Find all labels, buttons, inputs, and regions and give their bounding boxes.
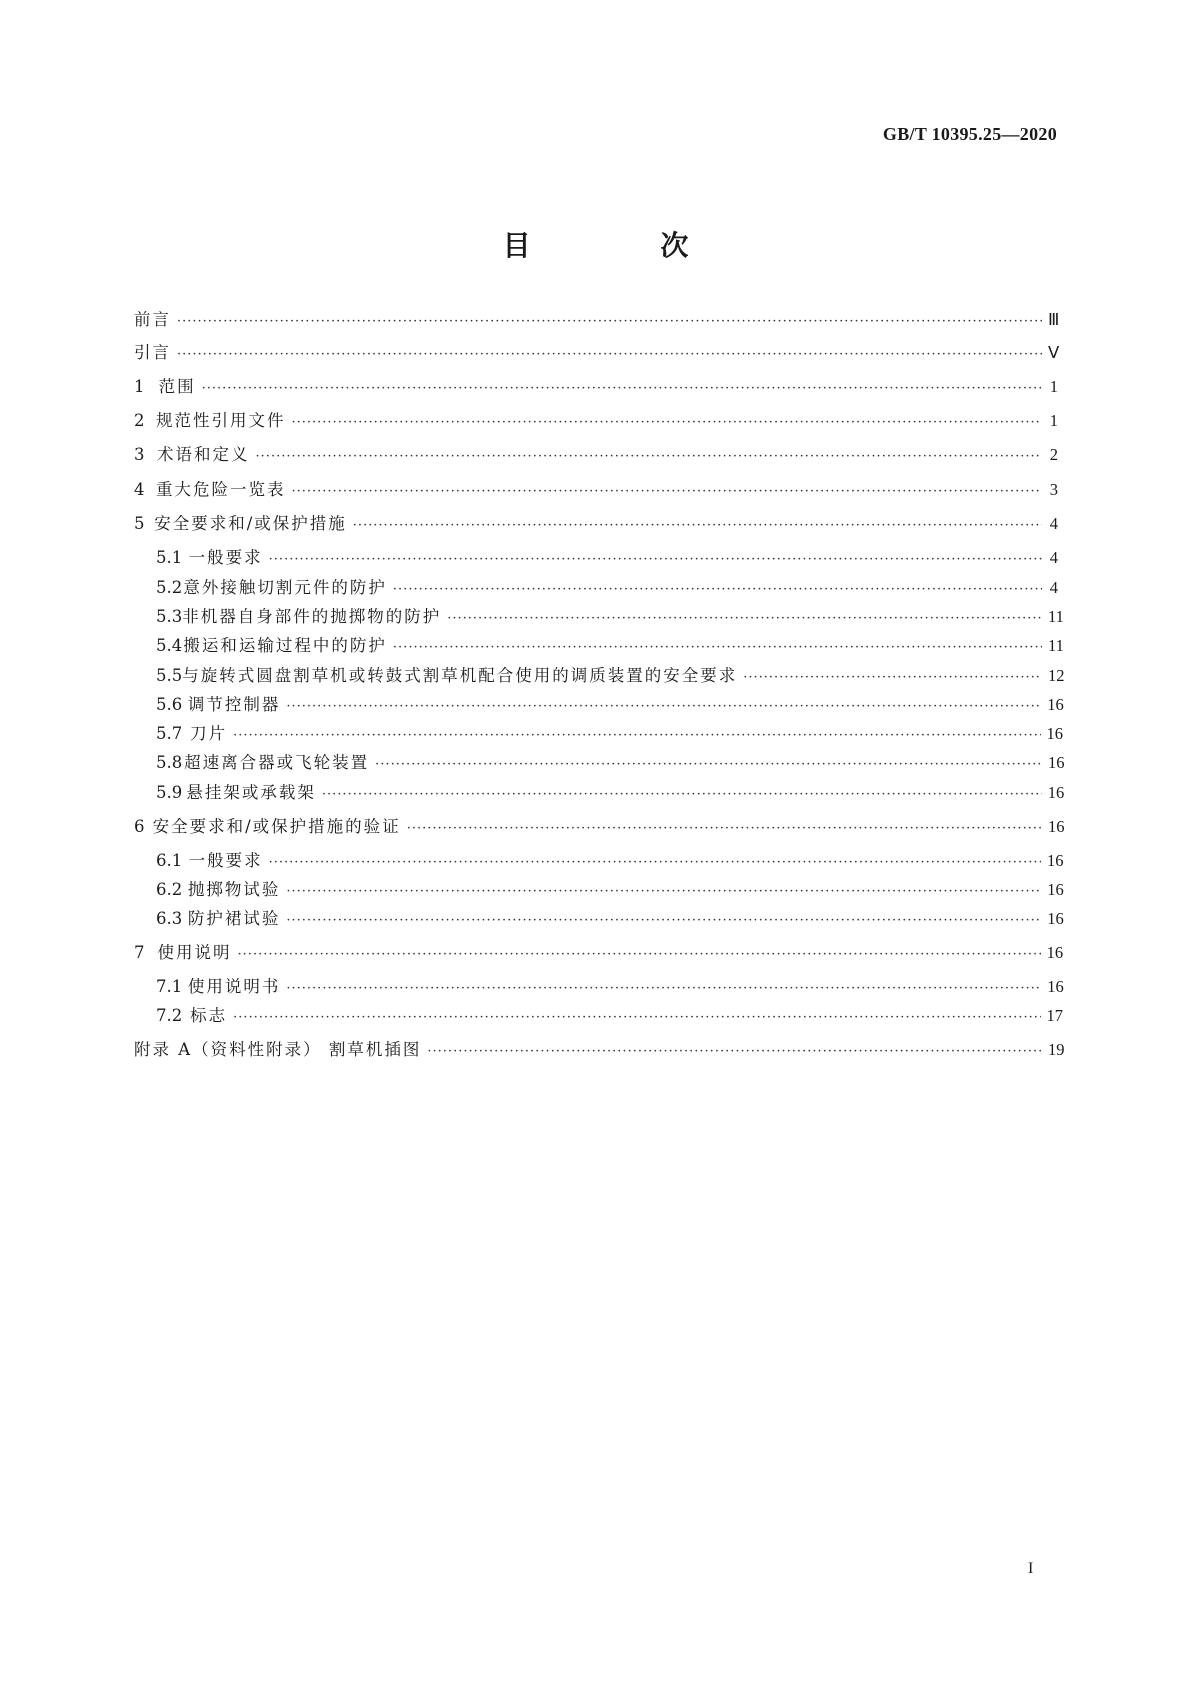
toc-entry-label: 重大危险一览表 [156,480,286,499]
toc-entry-number: 7.1 [156,977,183,996]
toc-entry[interactable] [156,632,1064,658]
toc-entry[interactable] [156,662,1065,688]
toc-entry[interactable] [156,1002,1064,1028]
dot-leader [743,670,1042,685]
toc-entry-page: 16 [1047,880,1064,899]
toc-entry-label: 引言 [134,343,171,362]
standard-code: GB/T 10395.25—2020 [882,124,1057,144]
toc-entry[interactable] [156,847,1064,873]
toc-entry[interactable] [134,813,1065,839]
dot-leader [393,640,1042,655]
toc-entry-label: 一般要求 [188,851,263,870]
toc-entry[interactable] [156,905,1064,931]
toc-entry-page: 11 [1048,607,1064,626]
toc-entry-number: 5.4 [156,636,183,655]
toc-entry-number: 7.2 [156,1006,183,1025]
dot-leader [256,449,1042,464]
toc-entry[interactable] [134,510,1058,536]
dot-leader [375,757,1042,772]
toc-entry-label: 搬运和运输过程中的防护 [183,636,387,655]
toc-entry[interactable] [156,876,1064,902]
toc-entry-label: 使用说明 [157,943,232,962]
toc-entry-page: 4 [1049,548,1058,567]
toc-entry-page: 16 [1048,753,1065,772]
dot-leader [292,415,1043,430]
toc-entry-page: 11 [1048,636,1064,655]
toc-entry-page: 16 [1047,909,1064,928]
toc-entry-number: 6 [134,817,145,836]
toc-entry-number: 6.3 [156,909,183,928]
toc-entry-number: 5.1 [156,548,183,567]
toc-entry-page: 16 [1046,724,1064,743]
dot-leader [238,947,1041,962]
toc-entry-page: 17 [1046,1006,1064,1025]
toc-entry[interactable] [134,339,1058,365]
toc-entry[interactable] [156,749,1065,775]
toc-entry-number: 5.7 [156,724,183,743]
toc-entry-number: 5 [134,514,145,533]
toc-entry-number: 5.6 [156,695,183,714]
toc-entry-label: 超速离合器或飞轮装置 [184,753,370,772]
toc-entry-page: 16 [1048,817,1065,836]
page-number: I [1028,1560,1034,1577]
toc-entry-label: 使用说明书 [187,977,281,996]
toc-entry[interactable] [134,306,1058,332]
dot-leader [177,347,1042,362]
toc-entry-page: 19 [1048,1040,1065,1059]
dot-leader [286,699,1041,714]
toc-entry-number: 6.2 [156,880,183,899]
toc-entry-page: 12 [1048,666,1065,685]
toc-entry[interactable] [134,407,1058,433]
toc-entry-label: 刀片 [190,724,228,743]
toc-entry-label: 标志 [190,1006,228,1025]
dot-leader [233,728,1040,743]
toc-entry-label: 安全要求和/或保护措施 [154,514,347,533]
toc-entry-number: 5.5 [156,666,183,685]
toc-entry[interactable] [156,691,1064,717]
toc-entry-label: 防护裙试验 [187,909,281,928]
toc-entry-label: 意外接触切割元件的防护 [183,578,387,597]
toc-entry-label: 悬挂架或承载架 [186,783,316,802]
toc-entry-label: 前言 [134,310,171,329]
toc-entry-page: Ⅴ [1048,343,1060,362]
page-title: 目 次 [502,229,749,262]
toc-entry-page: 4 [1049,514,1058,533]
toc-entry-page: 3 [1049,480,1058,499]
dot-leader [177,314,1042,329]
toc-entry-label: 安全要求和/或保护措施的验证 [152,817,401,836]
toc-entry-number: 1 [134,377,145,396]
toc-entry-label: 规范性引用文件 [156,411,286,430]
dot-leader [322,787,1042,802]
dot-leader [269,855,1041,870]
dot-leader [202,381,1042,396]
toc-entry[interactable] [134,476,1058,502]
dot-leader [286,884,1041,899]
toc-entry[interactable] [156,544,1058,570]
toc-entry-number: 2 [134,411,145,430]
toc-entry-number: 5.9 [156,783,183,802]
toc-entry-number: 7 [134,943,145,962]
toc-entry[interactable] [134,373,1058,399]
toc-entry-number: 4 [134,480,145,499]
toc-entry-page: 4 [1049,578,1058,597]
toc-entry-label: 一般要求 [188,548,263,567]
toc-entry[interactable] [156,574,1058,600]
toc-entry[interactable] [156,973,1064,999]
toc-entry-label: 调节控制器 [187,695,281,714]
dot-leader [447,611,1042,626]
toc-entry-number: 3 [134,445,145,464]
toc-entry[interactable] [134,939,1064,965]
toc-entry-page: 16 [1047,977,1064,996]
toc-entry[interactable] [134,441,1058,467]
dot-leader [353,518,1042,533]
toc-entry[interactable] [134,1036,1065,1062]
toc-entry-page: 16 [1047,695,1064,714]
toc-entry-page: 16 [1046,943,1064,962]
toc-entry[interactable] [156,603,1064,629]
toc-entry-page: Ⅲ [1048,310,1060,329]
toc-entry-page: 1 [1049,411,1058,430]
toc-entry-page: 2 [1049,445,1058,464]
toc-entry-number: 5.2 [156,578,183,597]
toc-entry-page: 1 [1049,377,1058,396]
toc-entry-number: 5.3 [156,607,183,626]
dot-leader [286,913,1041,928]
toc-entry-page: 16 [1047,783,1065,802]
toc-entry[interactable] [156,779,1065,805]
dot-leader [427,1044,1042,1059]
dot-leader [269,552,1042,567]
dot-leader [286,981,1041,996]
dot-leader [393,582,1042,597]
toc-entry-label: 非机器自身部件的抛掷物的防护 [182,607,442,626]
dot-leader [407,821,1042,836]
toc-entry[interactable] [156,720,1064,746]
toc-entry-label: 范围 [158,377,196,396]
toc-entry-page: 16 [1047,851,1064,870]
toc-entry-number: 5.8 [156,753,183,772]
toc-entry-label: 术语和定义 [157,445,250,464]
toc-entry-label: 抛掷物试验 [187,880,281,899]
dot-leader [233,1010,1040,1025]
toc-entry-number: 6.1 [156,851,183,870]
toc-entry-label: 与旋转式圆盘割草机或转鼓式割草机配合使用的调质装置的安全要求 [182,666,738,685]
dot-leader [292,484,1043,499]
toc-entry-label: 附录 A（资料性附录） 割草机插图 [134,1040,422,1059]
